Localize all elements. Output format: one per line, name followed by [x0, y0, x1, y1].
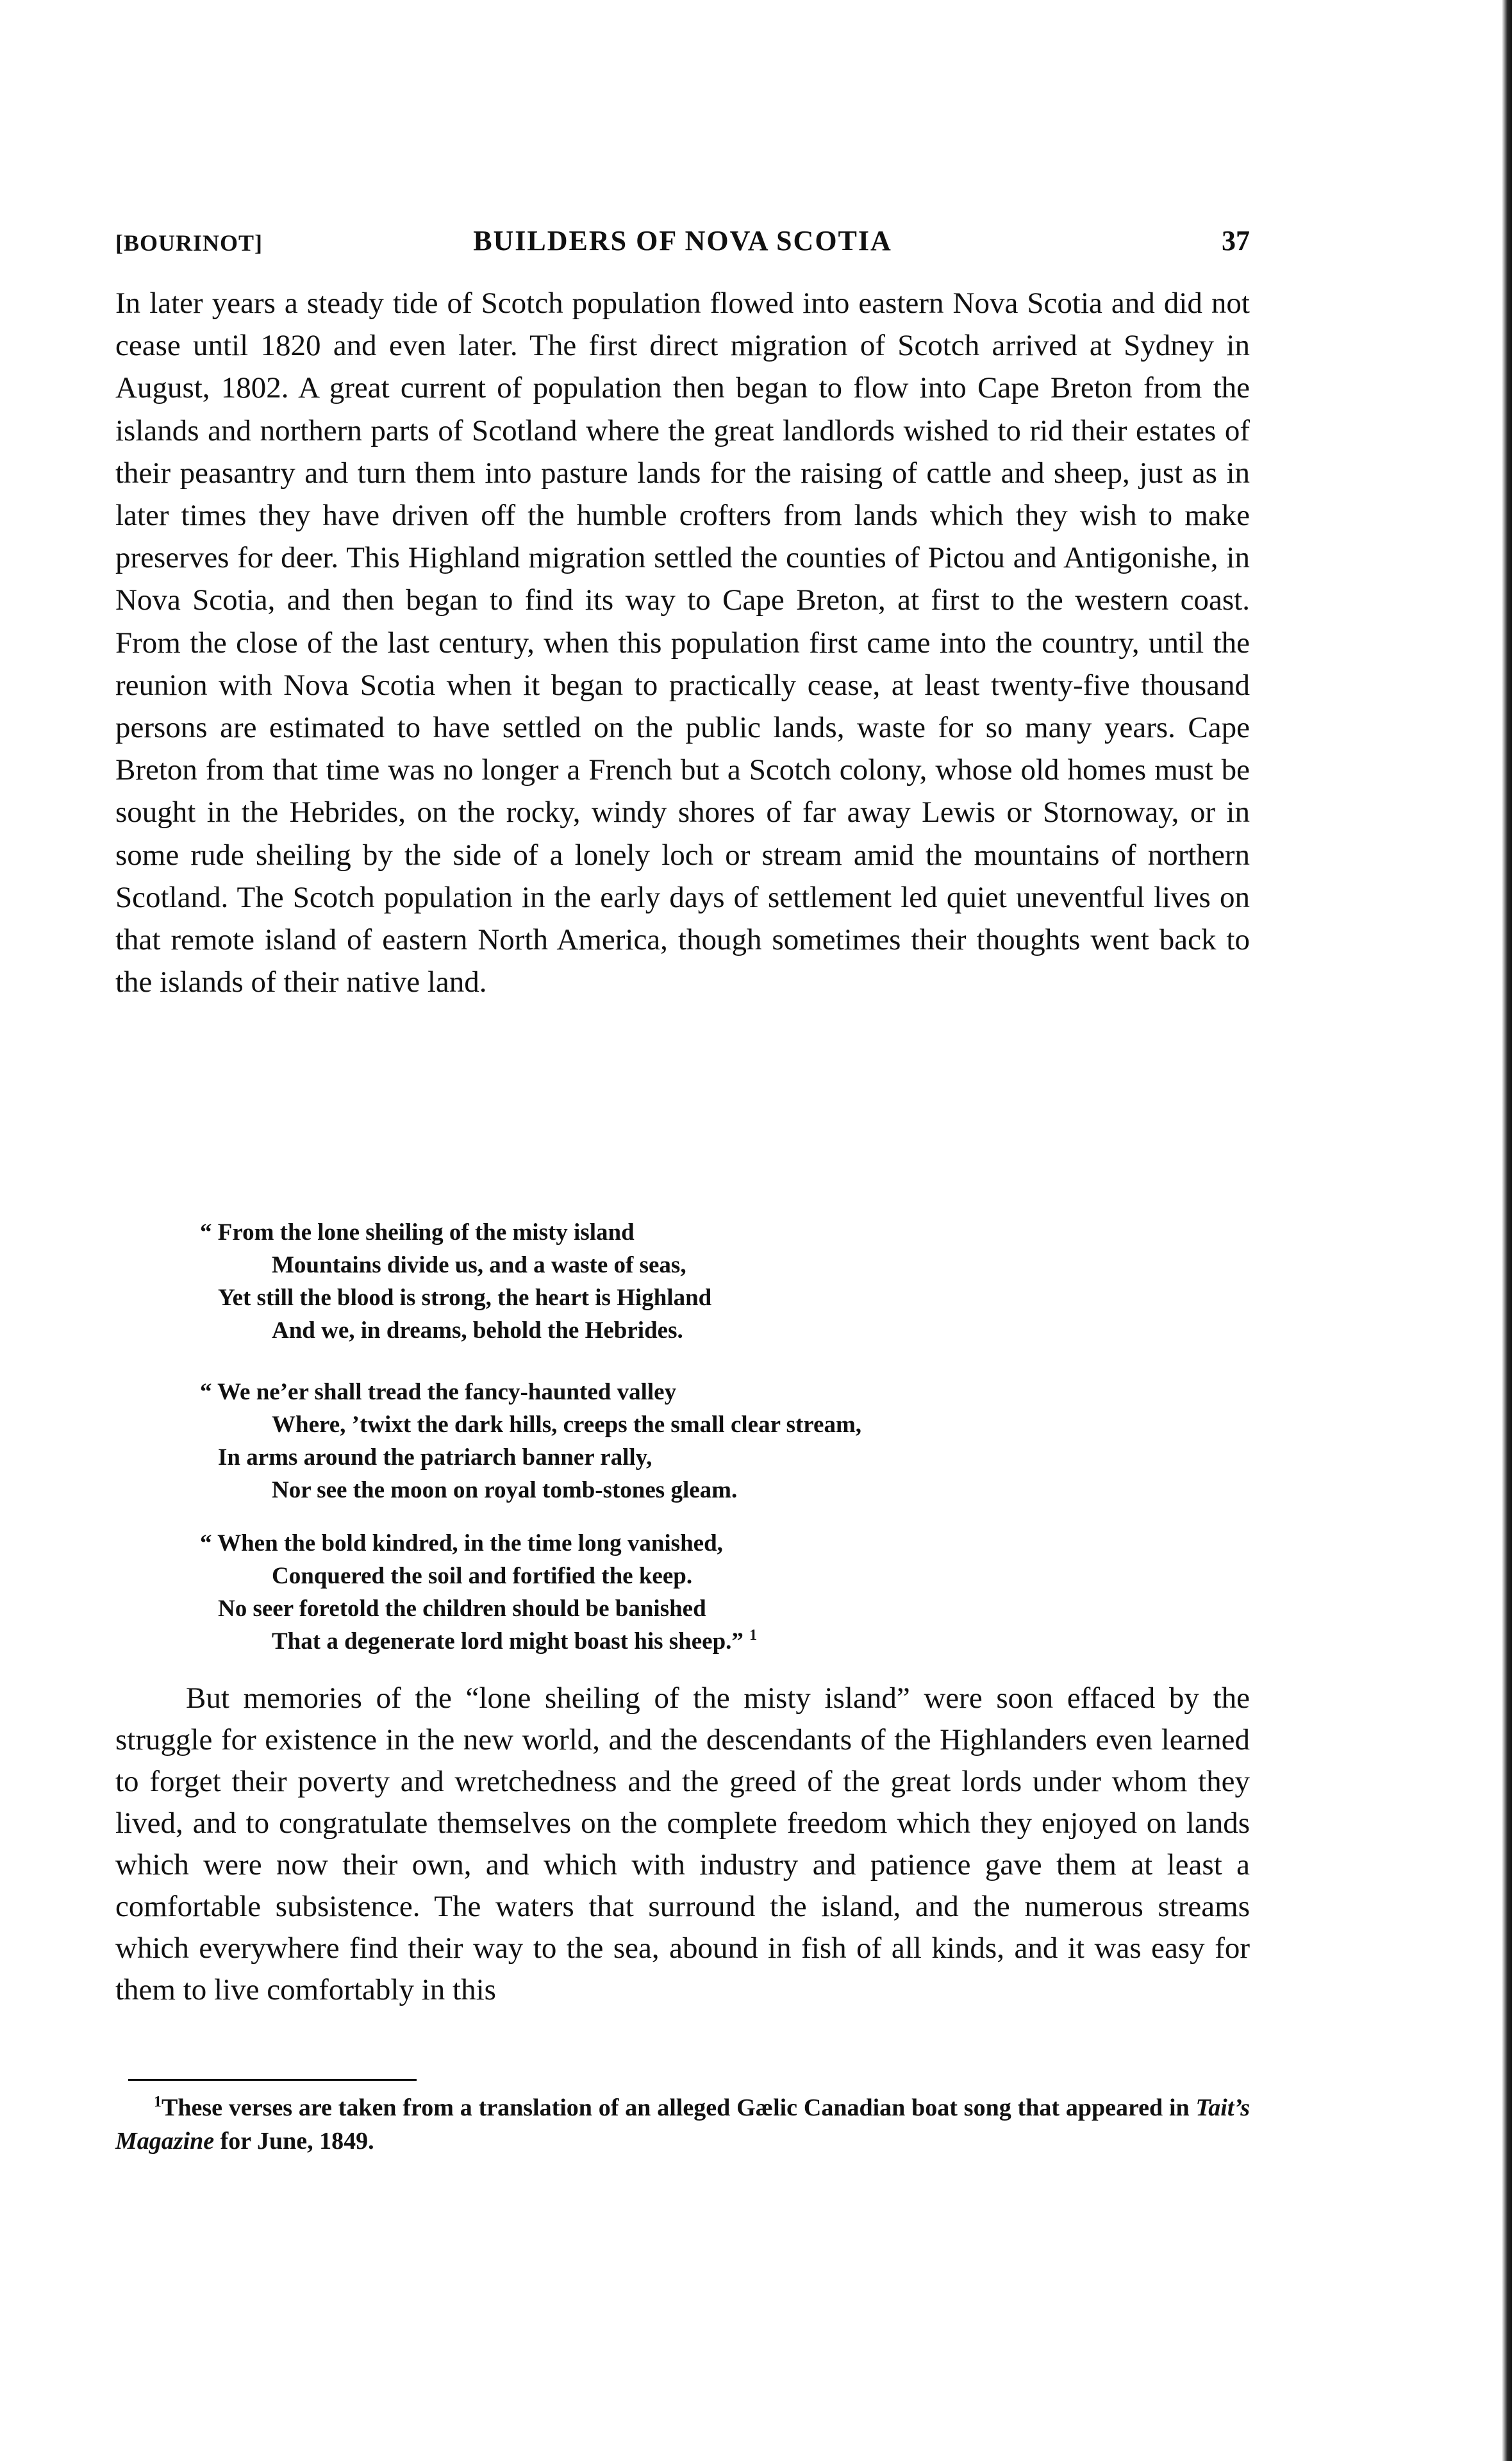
footnote-divider [128, 2079, 417, 2081]
footnote-reference: 1 [749, 1627, 758, 1644]
running-title: BUILDERS OF NOVA SCOTIA [473, 225, 892, 256]
poem-line [218, 1625, 1051, 1658]
poem-line: In arms around the patriarch banner rally, [218, 1444, 652, 1471]
poem-line: “ When the bold kindred, in the time long vanished, [200, 1530, 723, 1556]
scan-edge [1502, 0, 1512, 2461]
body-paragraph-2: But memories of the “lone sheiling of the misty island” were soon effaced by the struggle for existence in the new world, and the descendants of the Highlanders even learned to forget their poverty and wretchedness and the greed of the great lords under whom they lived, and to congratulate themselves on the complete freedom which they enjoyed on lands which were now their own, and which with industry and patience gave them at least a comfortable subsistence. The waters that surround the island, and the numerous streams which everywhere find their way to the sea, abound in fish of all kinds, and it was easy for them to live comfortably in this [115, 1681, 1250, 2006]
poem-stanza-1 [200, 1216, 1051, 1347]
poem-line: Where, ’twixt the dark hills, creeps the small clear stream, [272, 1412, 862, 1438]
poem-line: And we, in dreams, behold the Hebrides. [272, 1317, 683, 1344]
poem-line: “ We ne’er shall tread the fancy-haunted valley [200, 1379, 677, 1405]
page-number: 37 [1222, 225, 1250, 256]
body-paragraph-1: In later years a steady tide of Scotch population flowed into eastern Nova Scotia and did not cease until 1820 and even later. The first direct migration of Scotch arrived at Sydney in August, 1802. A great current of population then began to flow into Cape Breton from the islands and northern parts of Scotland where the great landlords wished to rid their estates of their peasantry and turn them into pasture lands for the raising of cattle and sheep, just as in later times they have driven off the humble crofters from lands which they wish to make preserves for deer. This Highland migration settled the counties of Pictou and Antigonishe, in Nova Scotia, and then began to find its way to Cape Breton, at first to the western coast. From the close of the last century, when this population first came into the country, until the reunion with Nova Scotia when it began to practically cease, at least twenty-five thousand persons are estimated to have settled on the public lands, waste for so many years. Cape Breton from that time was no longer a French but a Scotch colony, whose old homes must be sought in the Hebrides, on the rocky, windy shores of far away Lewis or Stornoway, or in some rude sheiling by the side of a lonely loch or stream amid the mountains of northern Scotland. The Scotch population in the early days of settlement led quiet uneventful lives on that remote island of eastern North America, though sometimes their thoughts went back to the islands of their native land. [115, 287, 1250, 999]
poem-stanza-2 [200, 1376, 1051, 1506]
poem-line: Conquered the soil and fortified the keep. [272, 1563, 693, 1589]
magazine-title: Tait’s Magazine [115, 2094, 1250, 2155]
running-header [115, 224, 1250, 269]
poem-line: No seer foretold the children should be banished [218, 1596, 706, 1622]
author-tag: [BOURINOT] [115, 230, 263, 256]
footnote-number: 1 [154, 2094, 162, 2110]
poem-line: “ From the lone sheiling of the misty island [200, 1219, 635, 1246]
footnote-text-end: for June, 1849. [220, 2128, 374, 2155]
footnote [115, 2091, 1250, 2158]
poem-line: Yet still the blood is strong, the heart is Highland [218, 1285, 712, 1311]
footnote-text: These verses are taken from a translation of an alleged Gælic Canadian boat song that appeared in [162, 2094, 1190, 2121]
poem-line-text: That a degenerate lord might boast his sheep.” [272, 1628, 744, 1655]
poem-line: Nor see the moon on royal tomb-stones gleam. [272, 1477, 738, 1503]
poem-stanza-3 [200, 1527, 1051, 1658]
poem-line: Mountains divide us, and a waste of seas, [272, 1252, 686, 1278]
